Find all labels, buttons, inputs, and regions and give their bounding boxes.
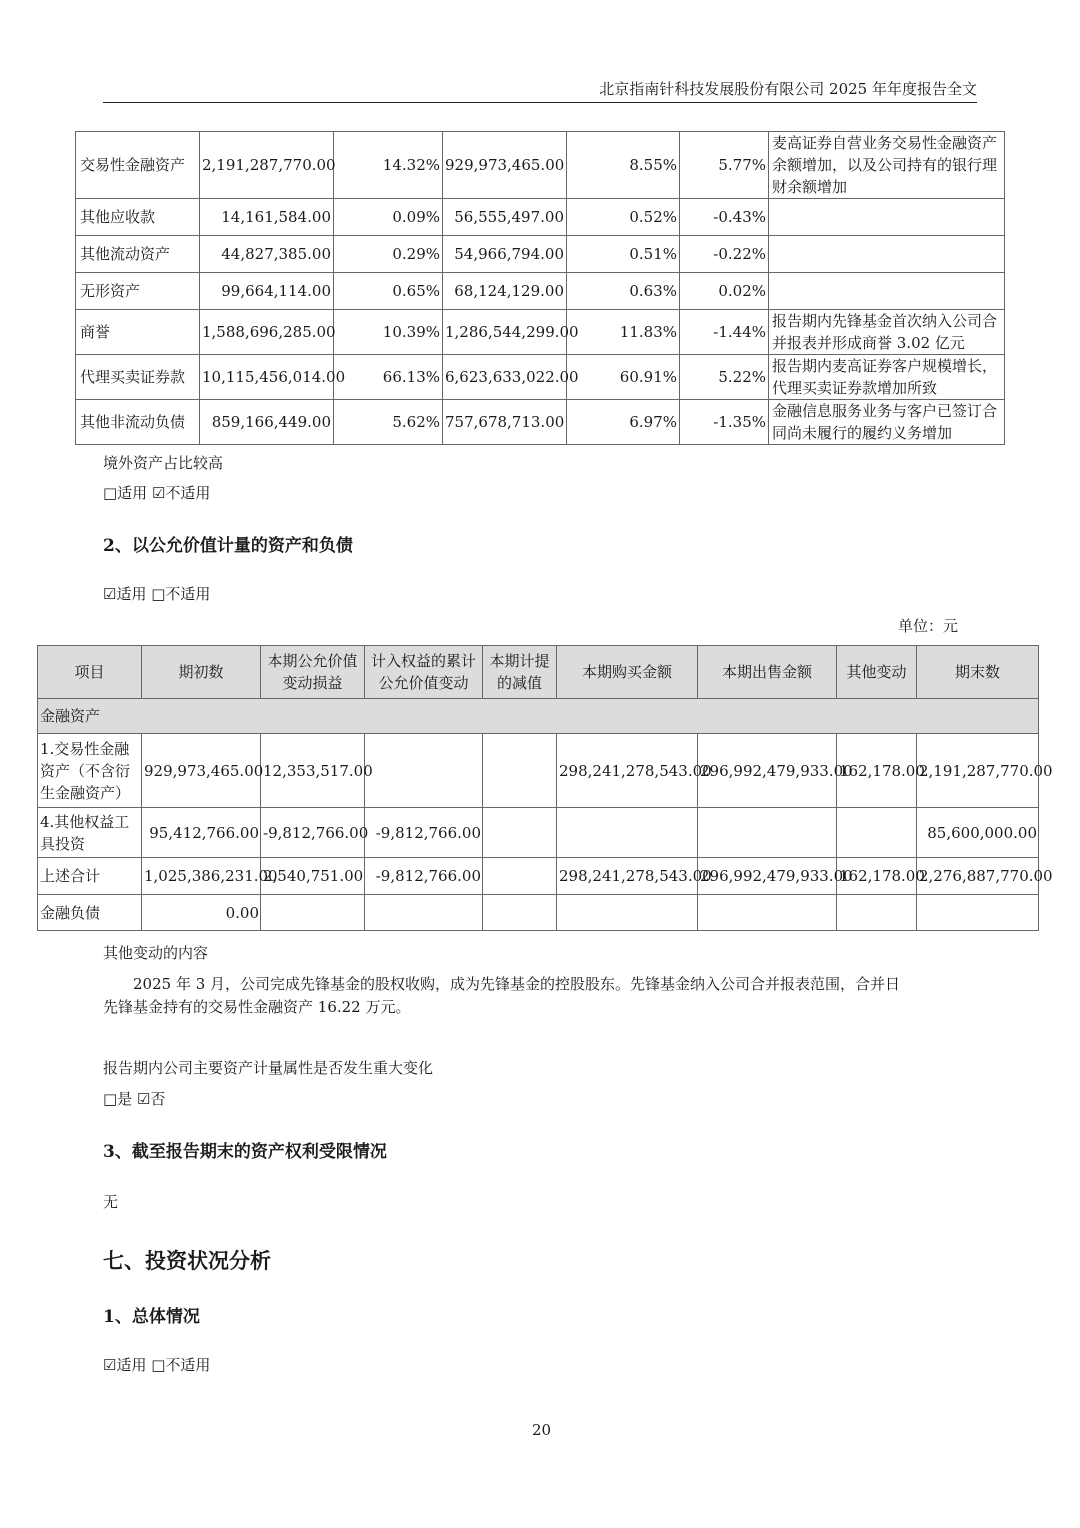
page-number: 20 (532, 1421, 552, 1439)
pct-change: 5.22% (680, 355, 769, 400)
section-3-heading: 3、截至报告期末的资产权利受限情况 (103, 1142, 387, 1162)
begin-amount: 68,124,129.00 (443, 273, 567, 310)
row-item: 1.交易性金融 资产（不含衍 生金融资产） (38, 734, 142, 808)
end-value (917, 895, 1039, 931)
purchase (557, 808, 698, 858)
begin-value: 929,973,465.00 (142, 734, 261, 808)
end-pct: 0.09% (334, 199, 443, 236)
header-item: 项目 (38, 646, 142, 699)
row-item: 代理买卖证券款 (76, 355, 200, 400)
fair-value-table (37, 645, 1053, 931)
end-amount: 14,161,584.00 (200, 199, 334, 236)
begin-value: 0.00 (142, 895, 261, 931)
fv-change: 12,353,517.00 (261, 734, 365, 808)
row-item: 4.其他权益工 具投资 (38, 808, 142, 858)
end-pct: 0.29% (334, 236, 443, 273)
row-item: 商誉 (76, 310, 200, 355)
cum-fv: -9,812,766.00 (365, 858, 483, 895)
change-note: 金融信息服务业务与客户已签订合同尚未履行的履约义务增加 (769, 400, 1005, 445)
pct-change: -0.43% (680, 199, 769, 236)
impairment (483, 895, 557, 931)
other-change (837, 808, 917, 858)
unit-label: 单位：元 (898, 617, 959, 635)
group-label: 金融资产 (38, 699, 1039, 734)
sale: 296,992,479,933.00 (698, 734, 837, 808)
row-item: 其他流动资产 (76, 236, 200, 273)
purchase: 298,241,278,543.00 (557, 858, 698, 895)
row-item: 其他非流动负债 (76, 400, 200, 445)
row-item: 交易性金融资产 (76, 132, 200, 199)
row-item: 上述合计 (38, 858, 142, 895)
table-row (38, 808, 1039, 858)
section-2-options (103, 583, 210, 604)
impairment (483, 858, 557, 895)
pct-change: -1.35% (680, 400, 769, 445)
change-note: 麦高证券自营业务交易性金融资产余额增加，以及公司持有的银行理财余额增加 (769, 132, 1005, 199)
change-note: 报告期内麦高证券客户规模增长，代理买卖证券款增加所致 (769, 355, 1005, 400)
other-change (837, 895, 917, 931)
begin-pct: 8.55% (567, 132, 680, 199)
option-applicable: □适用 (103, 484, 148, 502)
impairment (483, 808, 557, 858)
sale (698, 808, 837, 858)
fv-change (261, 895, 365, 931)
option-not-applicable: ☑不适用 (151, 484, 211, 502)
table-row (38, 858, 1039, 895)
begin-pct: 0.51% (567, 236, 680, 273)
option-applicable: ☑适用 (103, 585, 147, 603)
begin-amount: 6,623,633,022.00 (443, 355, 567, 400)
end-value: 2,276,887,770.00 (917, 858, 1039, 895)
other-change: 162,178.00 (837, 734, 917, 808)
begin-pct: 0.52% (567, 199, 680, 236)
option-no: ☑否 (136, 1090, 166, 1108)
asset-change-table (75, 131, 1005, 445)
begin-amount: 929,973,465.00 (443, 132, 567, 199)
end-value: 2,191,287,770.00 (917, 734, 1039, 808)
cum-fv (365, 734, 483, 808)
overseas-assets-label: 境外资产占比较高 (103, 454, 224, 472)
sale: 296,992,479,933.00 (698, 858, 837, 895)
purchase: 298,241,278,543.00 (557, 734, 698, 808)
section-7-1-options (103, 1354, 210, 1375)
begin-pct: 0.63% (567, 273, 680, 310)
other-change: 162,178.00 (837, 858, 917, 895)
end-pct: 5.62% (334, 400, 443, 445)
header-end: 期末数 (917, 646, 1039, 699)
other-change-label: 其他变动的内容 (103, 944, 209, 962)
header-purchase: 本期购买金额 (557, 646, 698, 699)
begin-pct: 6.97% (567, 400, 680, 445)
table-row (76, 199, 1005, 236)
other-change-text-line1: 2025 年 3 月，公司完成先锋基金的股权收购，成为先锋基金的控股股东。先锋基金纳入公司合并报表范围，合并日 (133, 975, 901, 993)
group-row (38, 699, 1039, 734)
end-amount: 99,664,114.00 (200, 273, 334, 310)
end-amount: 859,166,449.00 (200, 400, 334, 445)
end-amount: 1,588,696,285.00 (200, 310, 334, 355)
begin-pct: 11.83% (567, 310, 680, 355)
fv-change: -9,812,766.00 (261, 808, 365, 858)
begin-amount: 56,555,497.00 (443, 199, 567, 236)
begin-amount: 1,286,544,299.00 (443, 310, 567, 355)
cum-fv: -9,812,766.00 (365, 808, 483, 858)
begin-pct: 60.91% (567, 355, 680, 400)
sale (698, 895, 837, 931)
end-amount: 44,827,385.00 (200, 236, 334, 273)
row-item: 其他应收款 (76, 199, 200, 236)
begin-value: 1,025,386,231.00 (142, 858, 261, 895)
option-yes: □是 (103, 1090, 133, 1108)
report-header-title: 北京指南针科技发展股份有限公司 2025 年年度报告全文 (599, 80, 977, 98)
header-sale: 本期出售金额 (698, 646, 837, 699)
end-pct: 66.13% (334, 355, 443, 400)
fv-change: 2,540,751.00 (261, 858, 365, 895)
table-header-row (38, 646, 1039, 699)
end-pct: 10.39% (334, 310, 443, 355)
begin-amount: 54,966,794.00 (443, 236, 567, 273)
table-row (76, 236, 1005, 273)
header-divider (103, 102, 977, 103)
begin-amount: 757,678,713.00 (443, 400, 567, 445)
table-row (76, 273, 1005, 310)
begin-value: 95,412,766.00 (142, 808, 261, 858)
end-amount: 10,115,456,014.00 (200, 355, 334, 400)
change-note (769, 236, 1005, 273)
row-item: 无形资产 (76, 273, 200, 310)
pct-change: -0.22% (680, 236, 769, 273)
change-note: 报告期内先锋基金首次纳入公司合并报表并形成商誉 3.02 亿元 (769, 310, 1005, 355)
table-row (38, 734, 1039, 808)
section-7-1-heading: 1、总体情况 (103, 1307, 200, 1327)
purchase (557, 895, 698, 931)
end-value: 85,600,000.00 (917, 808, 1039, 858)
table-row (76, 310, 1005, 355)
option-not-applicable: □不适用 (151, 585, 211, 603)
table-row (76, 400, 1005, 445)
table-row (38, 895, 1039, 931)
pct-change: 0.02% (680, 273, 769, 310)
section-7-heading: 七、投资状况分析 (103, 1248, 271, 1273)
header-begin: 期初数 (142, 646, 261, 699)
cum-fv (365, 895, 483, 931)
section-3-content: 无 (103, 1193, 119, 1211)
other-change-text-line2: 先锋基金持有的交易性金融资产 16.22 万元。 (103, 998, 411, 1016)
pct-change: -1.44% (680, 310, 769, 355)
header-other: 其他变动 (837, 646, 917, 699)
row-item: 金融负债 (38, 895, 142, 931)
pct-change: 5.77% (680, 132, 769, 199)
end-pct: 14.32% (334, 132, 443, 199)
measure-change-label: 报告期内公司主要资产计量属性是否发生重大变化 (103, 1059, 434, 1077)
change-note (769, 199, 1005, 236)
end-amount: 2,191,287,770.00 (200, 132, 334, 199)
option-not-applicable: □不适用 (151, 1356, 211, 1374)
table-row (76, 132, 1005, 199)
header-cum-fv: 计入权益的累计 公允价值变动 (365, 646, 483, 699)
change-note (769, 273, 1005, 310)
impairment (483, 734, 557, 808)
end-pct: 0.65% (334, 273, 443, 310)
option-applicable: ☑适用 (103, 1356, 147, 1374)
section-2-heading: 2、以公允价值计量的资产和负债 (103, 536, 353, 556)
header-impairment: 本期计提 的减值 (483, 646, 557, 699)
header-fv-change: 本期公允价值 变动损益 (261, 646, 365, 699)
table-row (76, 355, 1005, 400)
overseas-options (103, 482, 210, 503)
measure-change-options (103, 1088, 165, 1109)
